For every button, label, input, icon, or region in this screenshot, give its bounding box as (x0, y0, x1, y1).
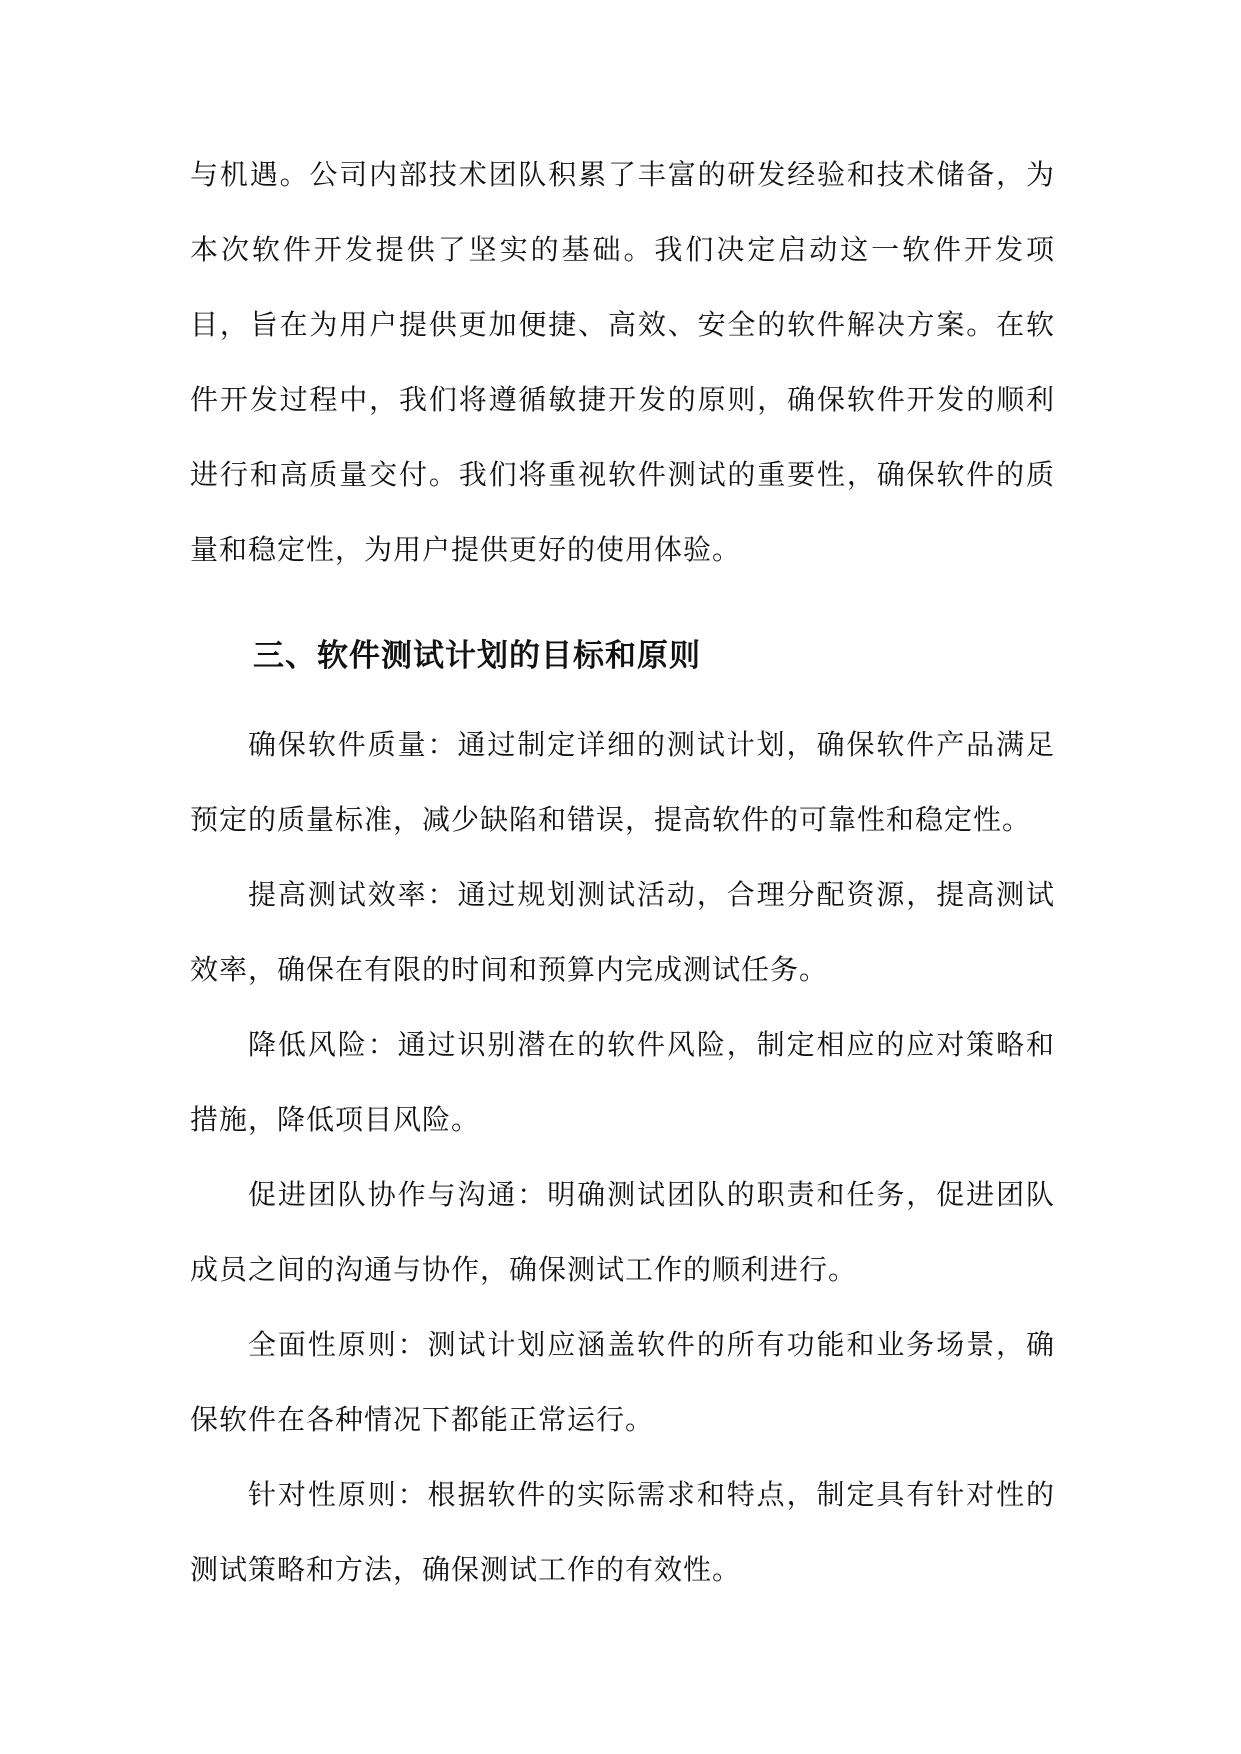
section-heading: 三、软件测试计划的目标和原则 (253, 638, 701, 674)
paragraph-targeted: 针对性原则：根据软件的实际需求和特点，制定具有针对性的测试策略和方法，确保测试工作的有效性。 (190, 1478, 1055, 1586)
continuation-paragraph: 与机遇。公司内部技术团队积累了丰富的研发经验和技术储备，为本次软件开发提供了坚实的基础。我们决定启动这一软件开发项目，旨在为用户提供更加便捷、高效、安全的软件解决方案。在软件开发过程中，我们将遵循敏捷开发的原则，确保软件开发的顺利进行和高质量交付。我们将重视软件测试的重要性，确保软件的质量和稳定性，为用户提供更好的使用体验。 (190, 158, 1055, 566)
paragraph-comprehensive: 全面性原则：测试计划应涵盖软件的所有功能和业务场景，确保软件在各种情况下都能正常运行。 (190, 1328, 1055, 1436)
section-body (190, 707, 1055, 1607)
paragraph-efficiency: 提高测试效率：通过规划测试活动，合理分配资源，提高测试效率，确保在有限的时间和预算内完成测试任务。 (190, 878, 1055, 986)
paragraph-quality: 确保软件质量：通过制定详细的测试计划，确保软件产品满足预定的质量标准，减少缺陷和错误，提高软件的可靠性和稳定性。 (190, 728, 1055, 836)
paragraph-collaboration: 促进团队协作与沟通：明确测试团队的职责和任务，促进团队成员之间的沟通与协作，确保测试工作的顺利进行。 (190, 1178, 1055, 1286)
paragraph-risk: 降低风险：通过识别潜在的软件风险，制定相应的应对策略和措施，降低项目风险。 (190, 1028, 1055, 1136)
